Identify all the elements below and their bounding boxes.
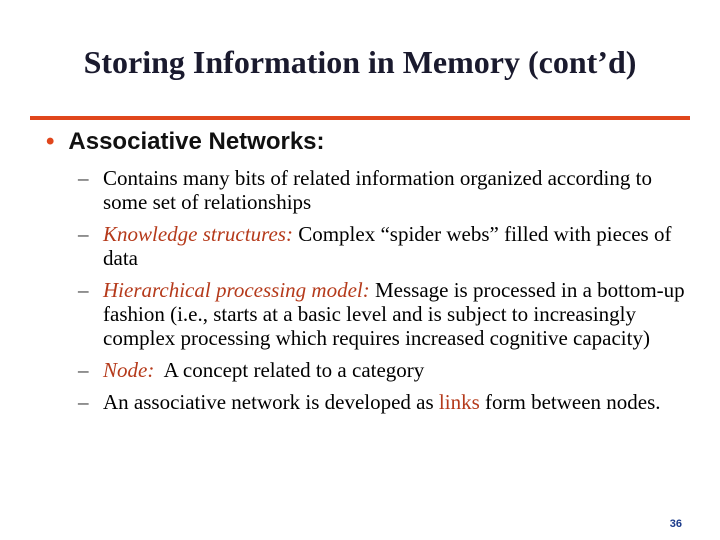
sub-bullet-text: An associative network is developed as links form between nodes. (103, 390, 661, 414)
title-divider (30, 116, 690, 120)
term-node: Node: (103, 358, 155, 382)
slide-title: Storing Information in Memory (cont’d) (83, 44, 637, 80)
sub-bullet-text: Contains many bits of related information organized according to some set of relationships (103, 166, 652, 214)
sub-bullet-text: Knowledge structures: Complex “spider webs” filled with pieces of data (103, 222, 672, 270)
main-bullet (46, 128, 325, 156)
term-hierarchical-model: Hierarchical processing model: (103, 278, 370, 302)
term-knowledge-structures: Knowledge structures: (103, 222, 293, 246)
sub-bullet (78, 358, 690, 382)
dash-icon: – (78, 358, 89, 382)
page-number: 36 (669, 518, 682, 530)
bullet-dot-icon: • (46, 128, 55, 155)
sub-bullet-list (78, 166, 690, 422)
sub-bullet (78, 278, 690, 350)
links-highlight: links (438, 390, 480, 414)
sub-bullet-text: Hierarchical processing model: Message is processed in a bottom-up fashion (i.e., starts at a basic level and is subject to increasingly complex processing which requires increased cognitive capacity) (103, 278, 685, 350)
dash-icon: – (78, 278, 89, 302)
dash-icon: – (78, 166, 89, 190)
bullet-heading: Associative Networks: (68, 128, 325, 155)
dash-icon: – (78, 222, 89, 246)
sub-bullet (78, 390, 690, 414)
sub-bullet-text: Node: A concept related to a category (103, 358, 425, 382)
sub-bullet (78, 166, 690, 214)
sub-bullet (78, 222, 690, 270)
dash-icon: – (78, 390, 89, 414)
